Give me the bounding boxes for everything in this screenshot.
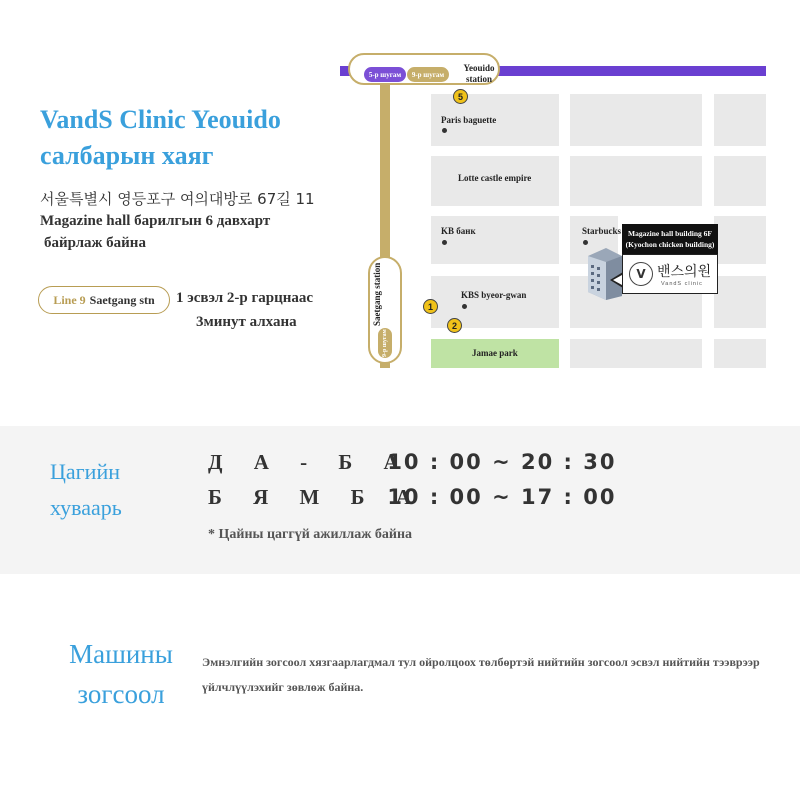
label-starbucks: Starbucks (582, 226, 622, 236)
map-block (714, 339, 766, 368)
subway-line-badge (38, 286, 170, 314)
saturday-time: 10 : 00 ~ 17 : 00 (387, 485, 617, 509)
saetgang-station-marker (368, 256, 402, 364)
location-map (340, 50, 766, 368)
parking-title-line-1: Машины (69, 639, 173, 669)
address-korean: 서울특별시 영등포구 여의대방로 67길 11 (40, 190, 315, 208)
exit-2-marker: 2 (447, 318, 462, 333)
map-pin-dot (583, 240, 588, 245)
clinic-address-title (40, 102, 330, 174)
label-kbs-byeor-gwan: KBS byeor-gwan (461, 290, 527, 300)
line-9-pill-vertical: 9-р шугам (378, 328, 392, 358)
hours-note: * Цайны цаггүй ажиллаж байна (208, 527, 413, 542)
exit-1-marker: 1 (423, 299, 438, 314)
walk-directions-line-1: 1 эсвэл 2-р гарцнаас (176, 290, 314, 306)
weekday-time: 10 : 00 ~ 20 : 30 (387, 450, 617, 474)
map-block (570, 94, 702, 146)
yeouido-station-label: Yeouido station (463, 63, 495, 84)
saetgang-station-label: Saetgang station (372, 262, 382, 326)
weekday-hours (208, 450, 616, 475)
address-line-1: Magazine hall барилгын 6 давхарт (40, 213, 271, 229)
parking-title-line-2: зогсоол (77, 679, 165, 709)
map-block (714, 94, 766, 146)
line-9-pill: 9-р шугам (407, 67, 449, 82)
hours-title-line-1: Цагийн (50, 459, 120, 484)
hours-title (50, 454, 122, 526)
line-number: Line 9 (53, 292, 86, 307)
logo-korean: 밴스의원 (657, 264, 712, 280)
map-pin-dot (442, 240, 447, 245)
weekday-label: Д А - Б А (208, 450, 412, 474)
yeouido-station-marker (348, 53, 500, 85)
label-paris-baguette: Paris baguette (441, 115, 497, 125)
label-jamae-park: Jamae park (472, 348, 518, 358)
logo-mark: V (629, 262, 653, 286)
map-block (714, 156, 766, 206)
label-kb-bank: KB банк (441, 226, 476, 236)
clinic-building-callout (622, 224, 718, 254)
line-5-pill: 5-р шугам (364, 67, 406, 82)
exit-5-marker: 5 (453, 89, 468, 104)
address-line-2: байрлаж байна (44, 235, 146, 251)
map-pin-dot (462, 304, 467, 309)
parking-description: Эмнэлгийн зогсоол хязгаарлагдмал тул ойролцоох төлбөртэй нийтийн зогсоол эсвэл нийтийн тээврээр үйлчлүүлэхийг зөвлөж байна. (202, 655, 760, 694)
callout-pointer-inner (613, 275, 622, 285)
station-name: Saetgang stn (89, 292, 155, 307)
branch-address-heading: салбарын хаяг (40, 141, 214, 170)
callout-building: Magazine hall building 6F (628, 229, 712, 238)
hours-title-line-2: хуваарь (50, 495, 122, 520)
map-block (714, 216, 766, 264)
saturday-hours (208, 485, 616, 510)
map-block (570, 339, 702, 368)
map-block (570, 156, 702, 206)
map-pin-dot (442, 128, 447, 133)
label-lotte-castle: Lotte castle empire (458, 173, 532, 183)
walk-directions-line-2: 3минут алхана (196, 314, 297, 330)
logo-english: VandS clinic (661, 281, 703, 287)
saturday-label: Б Я М Б А (208, 485, 424, 509)
clinic-logo (622, 254, 718, 294)
parking-title (56, 634, 186, 714)
map-block (714, 276, 766, 328)
map-block (431, 216, 559, 264)
callout-landmark: (Kyochon chicken building) (625, 240, 715, 249)
clinic-name: VandS Clinic Yeouido (40, 105, 281, 134)
